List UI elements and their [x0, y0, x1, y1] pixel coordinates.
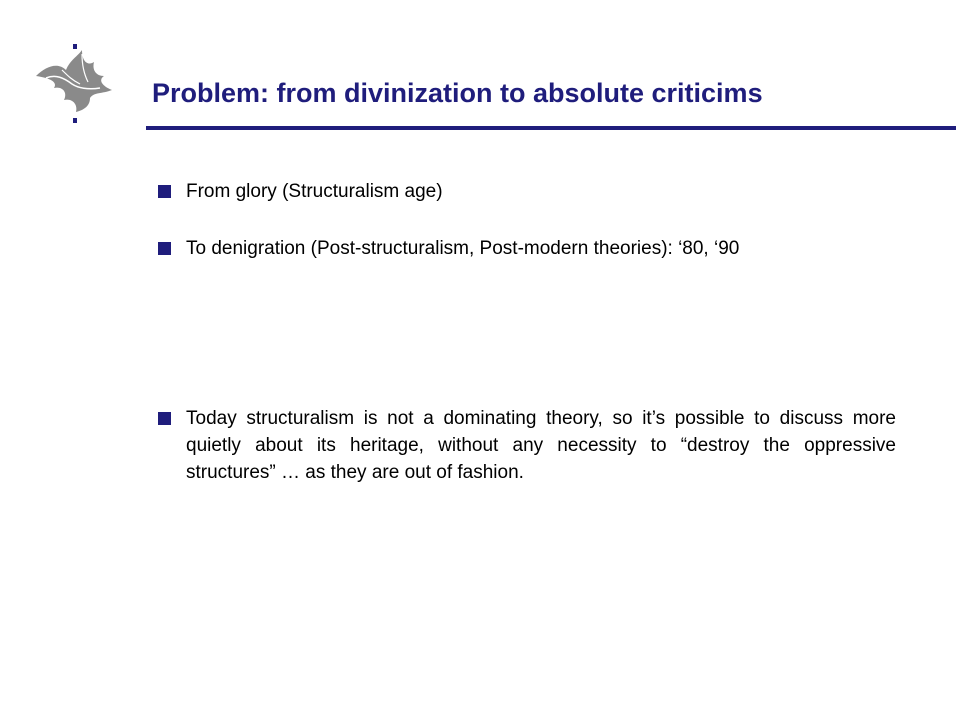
- square-bullet-icon: [158, 412, 171, 425]
- slide-title: Problem: from divinization to absolute criticims: [152, 78, 763, 108]
- bullet-item: [158, 235, 896, 262]
- bullet-text: To denigration (Post-structuralism, Post-modern theories): ‘80, ‘90: [186, 238, 740, 259]
- square-bullet-icon: [158, 242, 171, 255]
- square-bullet-icon: [158, 185, 171, 198]
- bullet-item: [158, 178, 896, 205]
- university-flame-logo-icon: [32, 40, 118, 128]
- bullet-item: [158, 405, 896, 486]
- bullet-text: From glory (Structuralism age): [186, 181, 443, 202]
- bullet-text: Today structuralism is not a dominating theory, so it’s possible to discuss more quietly about its heritage, without any necessity to “destroy the oppressive structures” … as they are out of fashion.: [186, 408, 896, 483]
- title-divider: [146, 126, 956, 130]
